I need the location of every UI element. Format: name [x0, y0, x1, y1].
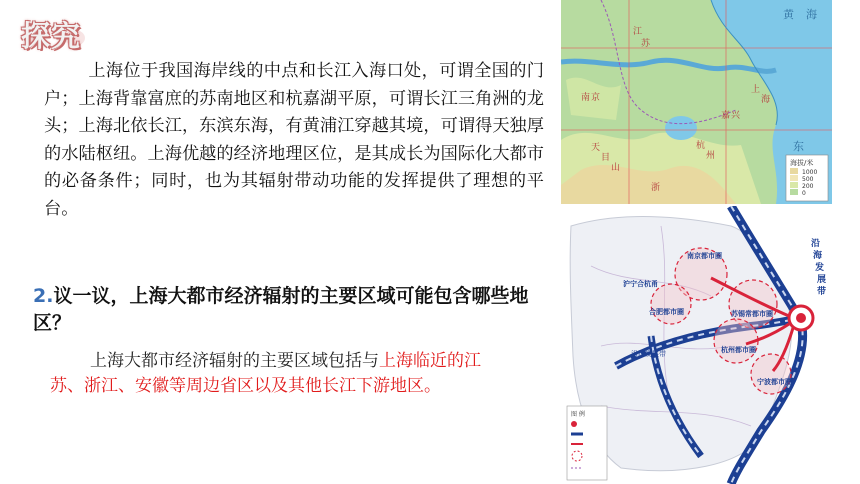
coast-label: 海 [813, 251, 823, 261]
land-label: 上 [751, 85, 761, 95]
land-label: 南 [581, 93, 591, 103]
legend-item: 0 [802, 190, 806, 197]
legend-item: 1000 [802, 169, 818, 176]
question-heading [33, 283, 543, 337]
city-label: 杭州都市圈 [721, 346, 756, 354]
land-label: 京 [591, 93, 601, 103]
city-label: 南京都市圈 [687, 252, 722, 260]
land-label: 州 [706, 151, 716, 161]
legend-item: 500 [802, 176, 814, 183]
development-belt-map [561, 206, 832, 484]
city-label: 沪宁合杭甬 [623, 280, 658, 288]
physical-map-graphic [561, 0, 832, 204]
hefei-circle [651, 284, 691, 324]
badge-label: 探究 [21, 19, 82, 53]
land-label: 海 [761, 95, 771, 105]
belt-legend-title: 图 例 [571, 411, 585, 418]
land-label: 山 [611, 163, 621, 173]
sea-label-3: 东 [793, 140, 804, 153]
land-label: 杭 [696, 141, 706, 151]
coast-label: 发 [815, 263, 825, 273]
land-label: 江 [633, 27, 643, 37]
legend-item: 200 [802, 183, 814, 190]
land-label: 浙 [651, 183, 661, 193]
intro-paragraph [44, 58, 544, 224]
intro-paragraph-text: 上海位于我国海岸线的中点和长江入海口处，可谓全国的门户；上海背靠富庶的苏南地区和杭嘉湖平原，可谓长江三角洲的龙头；上海北依长江，东滨东海，有黄浦江穿越其境，可谓得天独厚的水陆枢纽。上海优越的经济地理区位，是其成长为国际化大都市的必备条件；同时，也为其辐射带动功能的发挥提供了理想的平台。 [44, 61, 544, 219]
city-label: 合肥都市圈 [649, 308, 684, 316]
sea-label-2: 海 [806, 8, 817, 21]
legend-title: 海拔/米 [790, 159, 814, 167]
land-label: 天 [591, 143, 601, 153]
elevation-legend [786, 155, 828, 201]
land-label: 兴 [731, 111, 741, 121]
physical-map [561, 0, 832, 204]
coast-label: 带 [817, 287, 827, 297]
answer-text-red: 上海临近的江苏、浙江、安徽等周边省区以及其他长江下游地区。 [50, 351, 481, 396]
belt-legend [567, 406, 607, 480]
river-belt-label: 沿江发展带 [631, 350, 666, 358]
land-label: 目 [601, 153, 611, 163]
question-number: 2. [33, 285, 54, 307]
coast-label: 沿 [811, 239, 821, 249]
land-label: 苏 [641, 39, 651, 49]
city-label: 宁波都市圈 [757, 378, 792, 386]
answer-paragraph [50, 349, 490, 399]
city-label: 苏锡常都市圈 [731, 310, 773, 318]
answer-text-black: 上海大都市经济辐射的主要区域包括与 [90, 351, 379, 371]
sea-label-1: 黄 [783, 8, 794, 21]
question-text: 议一议，上海大都市经济辐射的主要区域可能包含哪些地区？ [33, 285, 529, 334]
land-label: 嘉 [721, 111, 731, 121]
coast-label: 展 [817, 275, 827, 285]
ningbo-circle [751, 354, 791, 394]
development-belt-graphic [561, 206, 832, 484]
